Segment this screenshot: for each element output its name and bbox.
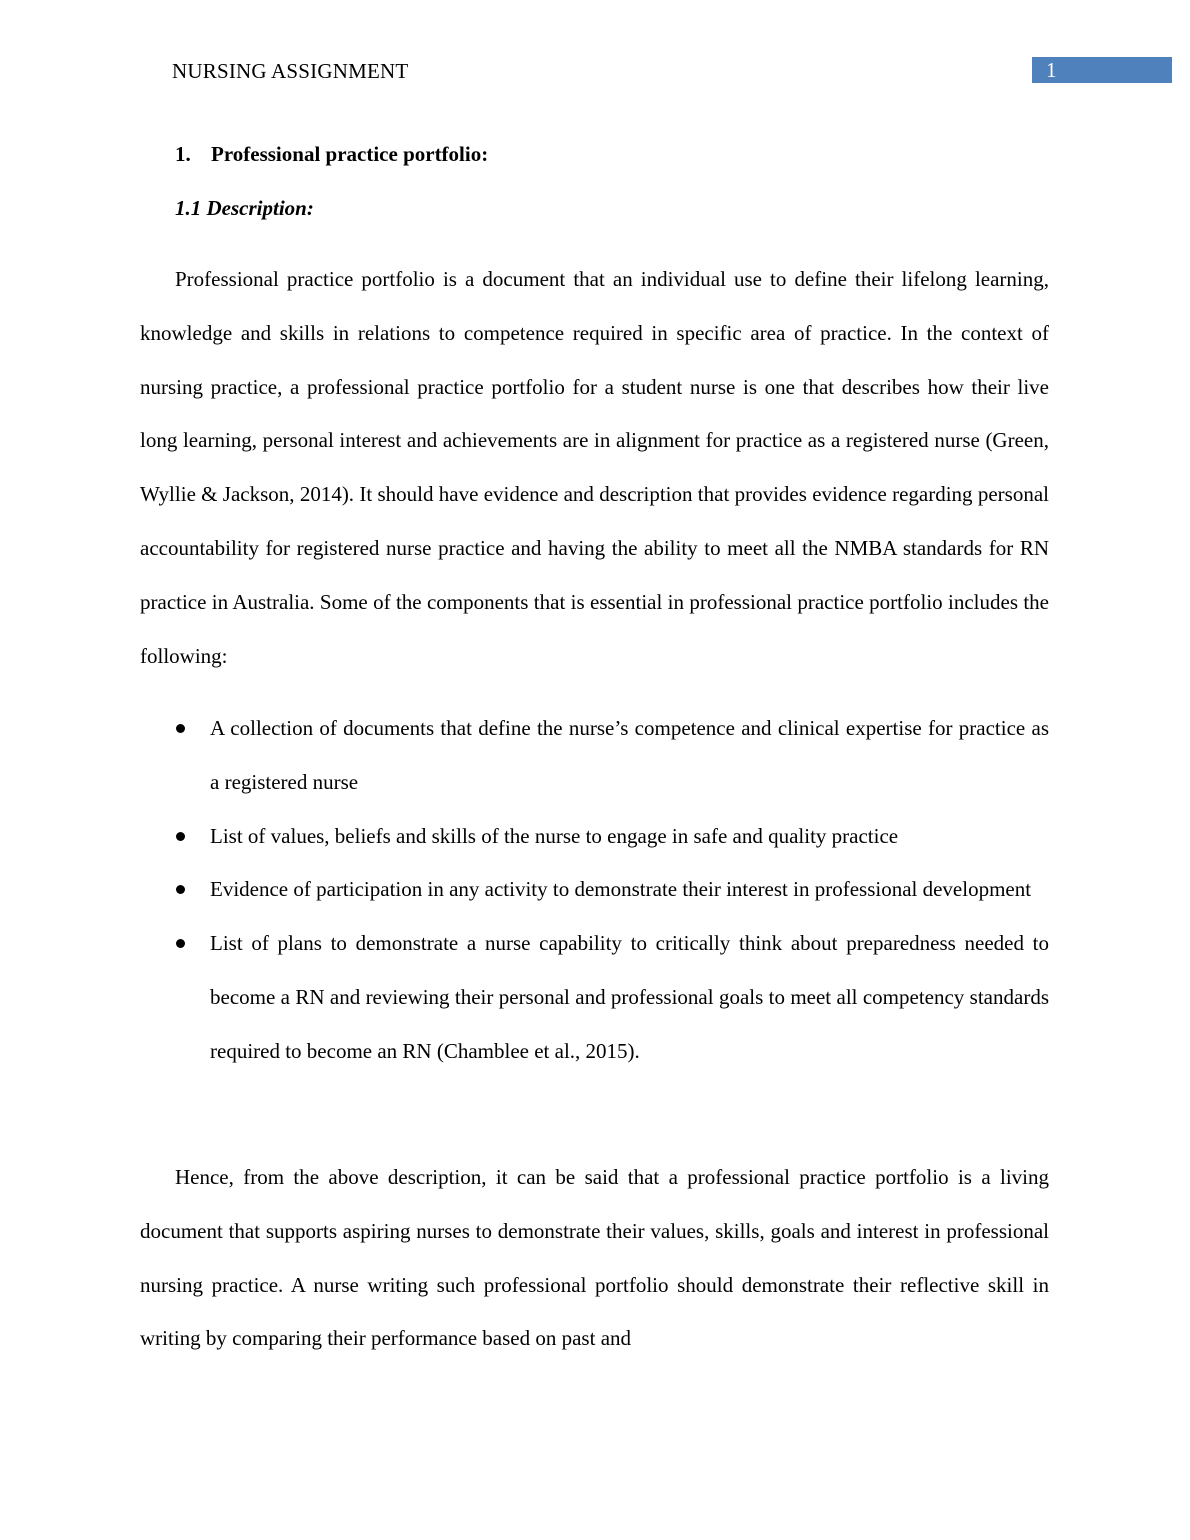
list-item-text: List of values, beliefs and skills of the nurse to engage in safe and quality practice xyxy=(210,823,899,848)
section-heading xyxy=(175,140,488,168)
bullet-icon xyxy=(176,885,185,894)
list-item-text: A collection of documents that define the nurse’s competence and clinical expertise for practice as a registered nurse xyxy=(210,716,1049,794)
body-paragraph: Professional practice portfolio is a document that an individual use to define their lifelong learning, knowledge and skills in relations to competence required in specific area of practice. In the context of nursing practice, a professional practice portfolio for a student nurse is one that describes how their live long learning, personal interest and achievements are in alignment for practice as a registered nurse (Green, Wyllie & Jackson, 2014). It should have evidence and description that provides evidence regarding personal accountability for registered nurse practice and having the ability to meet all the NMBA standards for RN practice in Australia. Some of the components that is essential in professional practice portfolio includes the following: xyxy=(140,267,1049,668)
list-item-text: List of plans to demonstrate a nurse capability to critically think about preparedness needed to become a RN and reviewing their personal and professional goals to meet all competency standards required to become an RN (Chamblee et al., 2015). xyxy=(210,931,1049,1063)
page-number: 1 xyxy=(1046,58,1057,82)
list-item-text: Evidence of participation in any activity to demonstrate their interest in professional development xyxy=(210,877,1032,902)
running-header: NURSING ASSIGNMENT xyxy=(172,59,409,83)
list-item xyxy=(140,702,1049,810)
bullet-list xyxy=(140,702,1049,1079)
page-number-badge xyxy=(1032,57,1172,83)
section-title: Professional practice portfolio: xyxy=(211,142,489,166)
list-item xyxy=(140,863,1049,917)
body-paragraph: Hence, from the above description, it can be said that a professional practice portfolio is a living document that supports aspiring nurses to demonstrate their values, skills, goals and interest in professional nursing practice. A nurse writing such professional portfolio should demonstrate their reflective skill in writing by comparing their performance based on past and xyxy=(140,1165,1049,1351)
subsection-heading: 1.1 Description: xyxy=(175,196,314,220)
list-item xyxy=(140,917,1049,1078)
bullet-icon xyxy=(176,832,185,841)
bullet-icon xyxy=(176,724,185,733)
bullet-icon xyxy=(176,939,185,948)
list-item xyxy=(140,810,1049,864)
section-number: 1. xyxy=(175,142,191,166)
